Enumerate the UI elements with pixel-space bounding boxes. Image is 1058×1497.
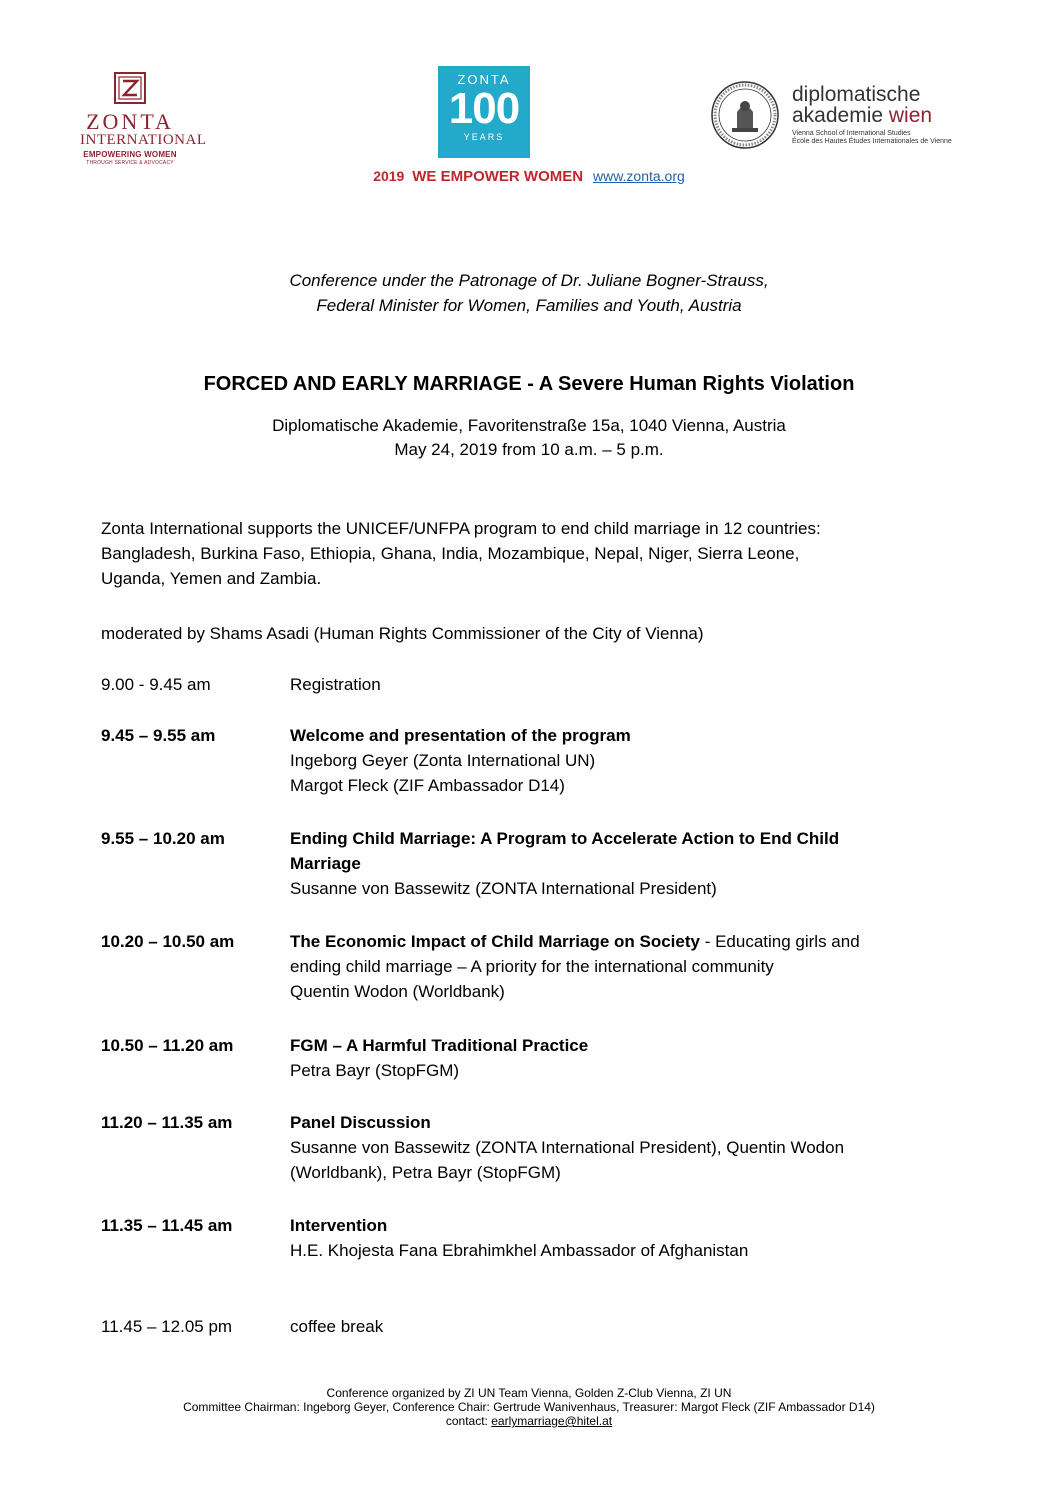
patronage-line1: Conference under the Patronage of Dr. Juliane Bogner-Strauss, xyxy=(289,271,769,290)
agenda-speaker: Petra Bayr (StopFGM) xyxy=(290,1061,460,1080)
agenda-content xyxy=(290,1110,960,1185)
agenda-title: Welcome and presentation of the program xyxy=(290,726,631,745)
moderator-line: moderated by Shams Asadi (Human Rights Commissioner of the City of Vienna) xyxy=(101,624,704,643)
agenda-speaker: Margot Fleck (ZIF Ambassador D14) xyxy=(290,776,565,795)
intro-line1: Zonta International supports the UNICEF/UNFPA program to end child marriage in 12 countries: xyxy=(101,519,821,538)
agenda-title: Intervention xyxy=(290,1216,388,1235)
agenda-content xyxy=(290,672,960,697)
agenda-title-line xyxy=(290,929,960,954)
agenda-title: Ending Child Marriage: A Program to Accelerate Action to End Child xyxy=(290,829,840,848)
da-name-accent: wien xyxy=(888,104,933,127)
da-subtitle-en: Vienna School of International Studies xyxy=(792,130,911,137)
agenda-time: 11.20 – 11.35 am xyxy=(101,1113,233,1132)
agenda-speaker: H.E. Khojesta Fana Ebrahimkhel Ambassador of Afghanistan xyxy=(290,1241,749,1260)
zonta-emblem-icon xyxy=(114,72,146,104)
contact-label: contact: xyxy=(445,1414,492,1428)
intro-line2: Bangladesh, Burkina Faso, Ethiopia, Ghana, India, Mozambique, Nepal, Niger, Sierra Leone, xyxy=(101,544,800,563)
zonta100-number: 100 xyxy=(448,84,520,133)
agenda-content xyxy=(290,723,960,798)
zonta-slogan: EMPOWERING WOMEN xyxy=(83,150,177,159)
agenda-description: ending child marriage – A priority for the international community xyxy=(290,957,774,976)
patronage-line2: Federal Minister for Women, Families and Youth, Austria xyxy=(316,296,742,315)
agenda-speaker: Susanne von Bassewitz (ZONTA International President) xyxy=(290,879,717,898)
zonta100-bottom: YEARS xyxy=(463,132,505,142)
agenda-title: Panel Discussion xyxy=(290,1113,431,1132)
zonta-100-years-logo xyxy=(438,66,530,158)
agenda-time: 9.55 – 10.20 am xyxy=(101,829,225,848)
zonta-international-logo xyxy=(80,72,207,172)
agenda-speaker: Susanne von Bassewitz (ZONTA International President), Quentin Wodon xyxy=(290,1138,845,1157)
agenda-time: 11.35 – 11.45 am xyxy=(101,1216,233,1235)
agenda-title: coffee break xyxy=(290,1317,384,1336)
da-name-main: akademie xyxy=(792,104,889,127)
agenda-time: 10.20 – 10.50 am xyxy=(101,932,235,951)
agenda-title: The Economic Impact of Child Marriage on Society xyxy=(290,932,700,951)
intro-line3: Uganda, Yemen and Zambia. xyxy=(101,569,322,588)
agenda-time: 9.00 - 9.45 am xyxy=(101,675,211,694)
zonta-website-link[interactable]: www.zonta.org xyxy=(592,168,685,184)
agenda-time: 10.50 – 11.20 am xyxy=(101,1036,234,1055)
agenda-content xyxy=(290,826,960,901)
footer-committee: Committee Chairman: Ingeborg Geyer, Conference Chair: Gertrude Wanivenhaus, Treasurer: Margot Fleck (ZIF Ambassador D14) xyxy=(183,1400,875,1414)
agenda-time: 11.45 – 12.05 pm xyxy=(101,1317,233,1336)
academy-seal-icon xyxy=(710,80,780,150)
zonta-wordmark: ZONTA xyxy=(86,109,174,134)
agenda-title: FGM – A Harmful Traditional Practice xyxy=(290,1036,589,1055)
contact-email-link[interactable]: earlymarriage@hitel.at xyxy=(491,1414,613,1428)
zonta-slogan-sub: THROUGH SERVICE & ADVOCACY xyxy=(86,160,174,166)
da-subtitle-fr: École des Hautes Études Internationales de Vienne xyxy=(792,138,952,145)
agenda-title-cont: Marriage xyxy=(290,854,361,873)
agenda-speaker: Quentin Wodon (Worldbank) xyxy=(290,982,505,1001)
footer-organizers: Conference organized by ZI UN Team Vienna, Golden Z-Club Vienna, ZI UN xyxy=(326,1386,732,1400)
diplomatische-akademie-logo xyxy=(710,80,950,156)
patronage-statement xyxy=(0,268,1058,318)
zonta100-top: ZONTA xyxy=(457,72,511,87)
venue-date: May 24, 2019 from 10 a.m. – 5 p.m. xyxy=(394,440,664,459)
da-name-line1: diplomatische xyxy=(792,83,921,106)
venue-address: Diplomatische Akademie, Favoritenstraße 15a, 1040 Vienna, Austria xyxy=(272,416,786,435)
tagline-year: 2019 xyxy=(373,168,405,184)
conference-title: FORCED AND EARLY MARRIAGE - A Severe Human Rights Violation xyxy=(203,373,855,395)
campaign-tagline xyxy=(0,168,1058,185)
agenda-content xyxy=(290,1213,960,1263)
international-wordmark: INTERNATIONAL xyxy=(80,132,207,148)
agenda-content xyxy=(290,1314,960,1339)
footer-contact xyxy=(0,1414,1058,1428)
agenda-content xyxy=(290,929,960,1004)
agenda-time: 9.45 – 9.55 am xyxy=(101,726,216,745)
tagline-text: WE EMPOWER WOMEN xyxy=(412,168,584,185)
agenda-speaker: Ingeborg Geyer (Zonta International UN) xyxy=(290,751,596,770)
da-name-line2 xyxy=(792,105,932,127)
intro-paragraph xyxy=(101,516,961,591)
agenda-speaker: (Worldbank), Petra Bayr (StopFGM) xyxy=(290,1163,561,1182)
agenda-content xyxy=(290,1033,960,1083)
footer xyxy=(0,1386,1058,1428)
agenda-title-rest: - Educating girls and xyxy=(699,932,860,951)
agenda-title: Registration xyxy=(290,675,381,694)
venue-block xyxy=(0,414,1058,462)
